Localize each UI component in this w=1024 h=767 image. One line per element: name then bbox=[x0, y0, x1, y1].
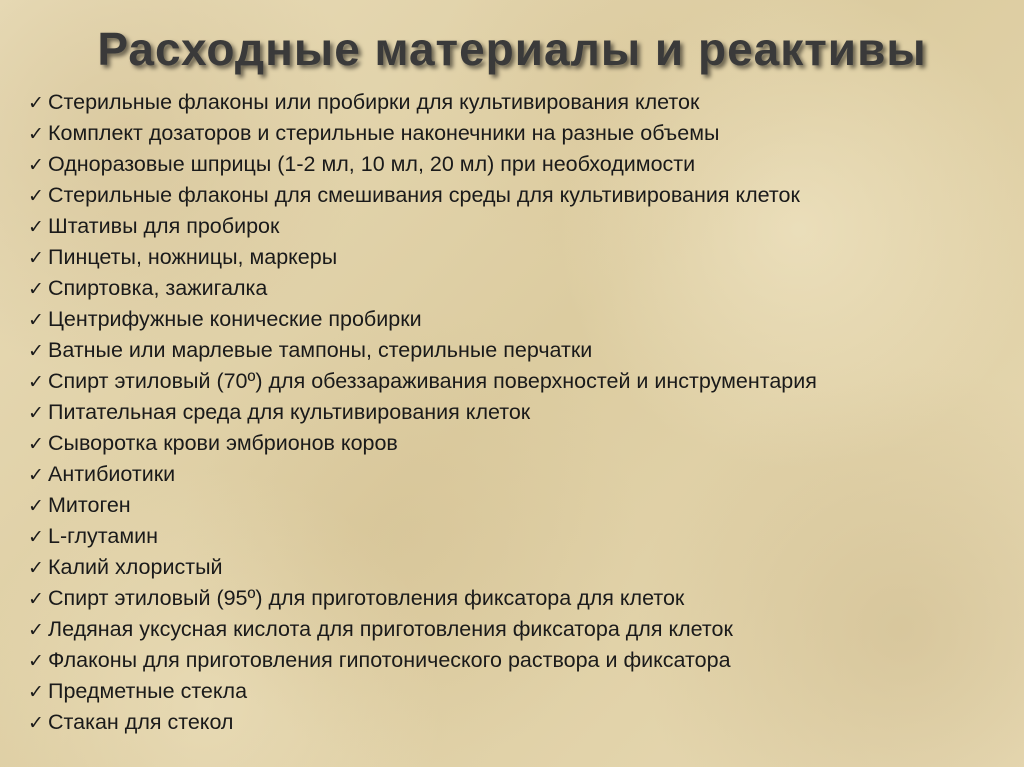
list-item bbox=[28, 307, 1008, 338]
list-item bbox=[28, 276, 1008, 307]
list-item-text: Антибиотики bbox=[48, 462, 176, 486]
checkmark-icon: ✓ bbox=[28, 496, 44, 517]
list-item-text: Центрифужные конические пробирки bbox=[48, 307, 422, 331]
checkmark-icon: ✓ bbox=[28, 155, 44, 176]
list-item bbox=[28, 493, 1008, 524]
list-item bbox=[28, 555, 1008, 586]
list-item-text: Штативы для пробирок bbox=[48, 214, 280, 238]
list-item-text: Митоген bbox=[48, 493, 131, 517]
list-item bbox=[28, 400, 1008, 431]
list-item-text: Флаконы для приготовления гипотонического раствора и фиксатора bbox=[48, 648, 731, 672]
checkmark-icon: ✓ bbox=[28, 713, 44, 734]
checkmark-icon: ✓ bbox=[28, 465, 44, 486]
list-item-text: L-глутамин bbox=[48, 524, 159, 548]
list-item-text: Комплект дозаторов и стерильные наконечники на разные объемы bbox=[48, 121, 720, 145]
checkmark-icon: ✓ bbox=[28, 558, 44, 579]
list-item bbox=[28, 338, 1008, 369]
list-item-text: Предметные стекла bbox=[48, 679, 248, 703]
materials-list bbox=[28, 90, 1008, 741]
checkmark-icon: ✓ bbox=[28, 217, 44, 238]
list-item bbox=[28, 648, 1008, 679]
checkmark-icon: ✓ bbox=[28, 124, 44, 145]
list-item-text: Калий хлористый bbox=[48, 555, 223, 579]
list-item bbox=[28, 183, 1008, 214]
checkmark-icon: ✓ bbox=[28, 682, 44, 703]
list-item bbox=[28, 90, 1008, 121]
list-item bbox=[28, 214, 1008, 245]
list-item-text: Пинцеты, ножницы, маркеры bbox=[48, 245, 338, 269]
checkmark-icon: ✓ bbox=[28, 403, 44, 424]
slide-title: Расходные материалы и реактивы bbox=[97, 23, 927, 75]
checkmark-icon: ✓ bbox=[28, 93, 44, 114]
list-item-text: Спирт этиловый (70º) для обеззараживания поверхностей и инструментария bbox=[48, 369, 817, 393]
checkmark-icon: ✓ bbox=[28, 279, 44, 300]
list-item-text: Ледяная уксусная кислота для приготовления фиксатора для клеток bbox=[48, 617, 733, 641]
list-item-text: Сыворотка крови эмбрионов коров bbox=[48, 431, 398, 455]
list-item-text: Спиртовка, зажигалка bbox=[48, 276, 268, 300]
checkmark-icon: ✓ bbox=[28, 341, 44, 362]
checkmark-icon: ✓ bbox=[28, 310, 44, 331]
checkmark-icon: ✓ bbox=[28, 248, 44, 269]
list-item-text: Стакан для стекол bbox=[48, 710, 234, 734]
checkmark-icon: ✓ bbox=[28, 434, 44, 455]
list-item bbox=[28, 462, 1008, 493]
list-item bbox=[28, 524, 1008, 555]
list-item bbox=[28, 431, 1008, 462]
checkmark-icon: ✓ bbox=[28, 589, 44, 610]
checkmark-icon: ✓ bbox=[28, 620, 44, 641]
list-item bbox=[28, 679, 1008, 710]
list-item-text: Питательная среда для культивирования клеток bbox=[48, 400, 531, 424]
list-item bbox=[28, 245, 1008, 276]
list-item bbox=[28, 586, 1008, 617]
checkmark-icon: ✓ bbox=[28, 527, 44, 548]
list-item bbox=[28, 152, 1008, 183]
list-item bbox=[28, 369, 1008, 400]
checkmark-icon: ✓ bbox=[28, 651, 44, 672]
checkmark-icon: ✓ bbox=[28, 372, 44, 393]
list-item bbox=[28, 121, 1008, 152]
list-item-text: Спирт этиловый (95º) для приготовления фиксатора для клеток bbox=[48, 586, 685, 610]
list-item-text: Ватные или марлевые тампоны, стерильные перчатки bbox=[48, 338, 593, 362]
list-item bbox=[28, 617, 1008, 648]
list-item bbox=[28, 710, 1008, 741]
checkmark-icon: ✓ bbox=[28, 186, 44, 207]
list-item-text: Стерильные флаконы для смешивания среды для культивирования клеток bbox=[48, 183, 800, 207]
list-item-text: Одноразовые шприцы (1-2 мл, 10 мл, 20 мл) при необходимости bbox=[48, 152, 696, 176]
list-item-text: Стерильные флаконы или пробирки для культивирования клеток bbox=[48, 90, 700, 114]
